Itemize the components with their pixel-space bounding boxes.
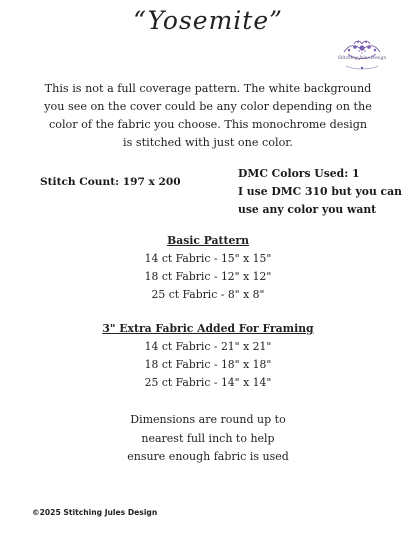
dmc-colors-block — [238, 165, 402, 219]
dimensions-note — [0, 411, 416, 467]
fabric-size-line: 18 ct Fabric - 12" x 12" — [144, 270, 272, 283]
intro-line: is stitched with just one color. — [123, 136, 293, 149]
fabric-size-line: 25 ct Fabric - 14" x 14" — [144, 376, 272, 389]
dimensions-line: Dimensions are round up to — [130, 413, 286, 426]
dmc-line: I use DMC 310 but you can — [238, 185, 402, 198]
page-title: “Yosemite” — [133, 6, 283, 35]
fabric-size-line: 14 ct Fabric - 15" x 15" — [144, 252, 272, 265]
fabric-size-line: 25 ct Fabric - 8" x 8" — [151, 288, 265, 301]
stitch-count: Stitch Count: 197 x 200 — [40, 176, 181, 188]
intro-line: color of the fabric you choose. This monochrome design — [48, 118, 368, 131]
basic-pattern-heading: Basic Pattern — [167, 234, 249, 247]
stitching-jules-logo — [334, 38, 390, 74]
intro-line: This is not a full coverage pattern. The white background — [44, 82, 372, 95]
fabric-size-line: 18 ct Fabric - 18" x 18" — [144, 358, 272, 371]
fabric-size-line: 14 ct Fabric - 21" x 21" — [144, 340, 272, 353]
logo-text: Stitching Jules Design — [337, 56, 387, 61]
extra-fabric-heading: 3" Extra Fabric Added For Framing — [102, 322, 314, 335]
copyright-footer: ©2025 Stitching Jules Design — [32, 508, 158, 517]
dimensions-line: nearest full inch to help — [141, 431, 275, 445]
extra-fabric-section — [0, 320, 416, 392]
dmc-line: DMC Colors Used: 1 — [238, 167, 360, 180]
intro-paragraph — [42, 80, 374, 152]
dmc-line: use any color you want — [238, 203, 377, 216]
dimensions-line: ensure enough fabric is used — [127, 450, 289, 463]
intro-line: you see on the cover could be any color depending on the — [44, 100, 372, 113]
basic-pattern-section — [0, 232, 416, 304]
